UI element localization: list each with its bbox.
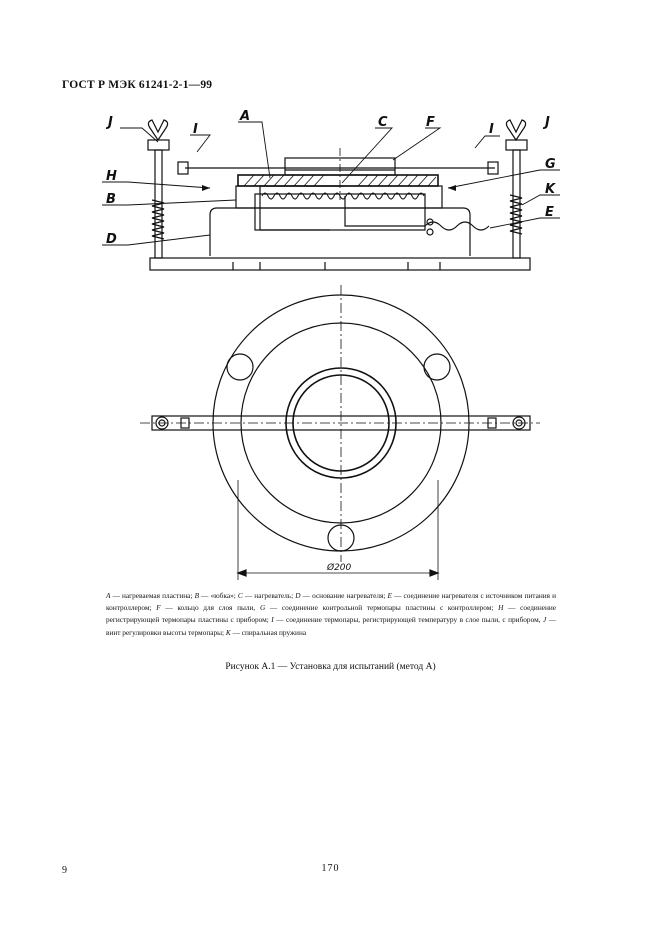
page-number-center: 170 [321,863,340,874]
label-a: A [240,109,251,124]
page-number-left: 9 [62,865,67,876]
legend-item: F — кольцо для слоя пыли, [156,603,256,613]
label-i-left: I [193,122,198,137]
right-column [513,150,520,258]
label-b: B [106,192,116,207]
legend-item: G — соединение контрольной термопары пластины с контроллером; [259,603,494,613]
label-h: H [106,169,117,184]
legend-item: J — винт регулировки высоты термопары; [106,615,557,637]
legend-item: D — основание нагревателя; [295,591,386,600]
legend-item: C — нагреватель; [237,591,294,600]
skirt [236,186,442,208]
legend-item: E — соединение нагревателя с источником питания и контроллером; [106,591,557,613]
heated-plate [238,175,438,186]
figure-caption: Рисунок А.1 — Установка для испытаний (метод А) [225,662,436,672]
label-f: F [426,115,435,130]
legend-item: I — соединение термопары, регистрирующей температуру в слое пыли, с прибором, [271,615,541,625]
label-d: D [106,232,117,247]
legend-item: K — спиральная пружина [225,627,307,637]
legend-item: H — соединение регистрирующей термопары пластины с прибором; [106,603,557,625]
label-e: E [545,205,554,220]
diameter-dimension: Ø200 [327,563,352,573]
base-plate [150,258,530,270]
label-c: C [378,115,388,130]
legend-item: B — «юбка»; [194,591,236,600]
label-j-right: J [545,115,550,130]
document-header: ГОСТ Р МЭК 61241-2-1—99 [62,79,213,91]
label-k: K [545,182,556,197]
label-j-left: J [108,115,113,130]
legend-item: A — нагреваемая пластина; [106,591,193,600]
label-g: G [545,157,556,172]
label-i-right: I [489,122,494,137]
figure-legend [106,590,556,639]
heater-base [210,208,470,256]
